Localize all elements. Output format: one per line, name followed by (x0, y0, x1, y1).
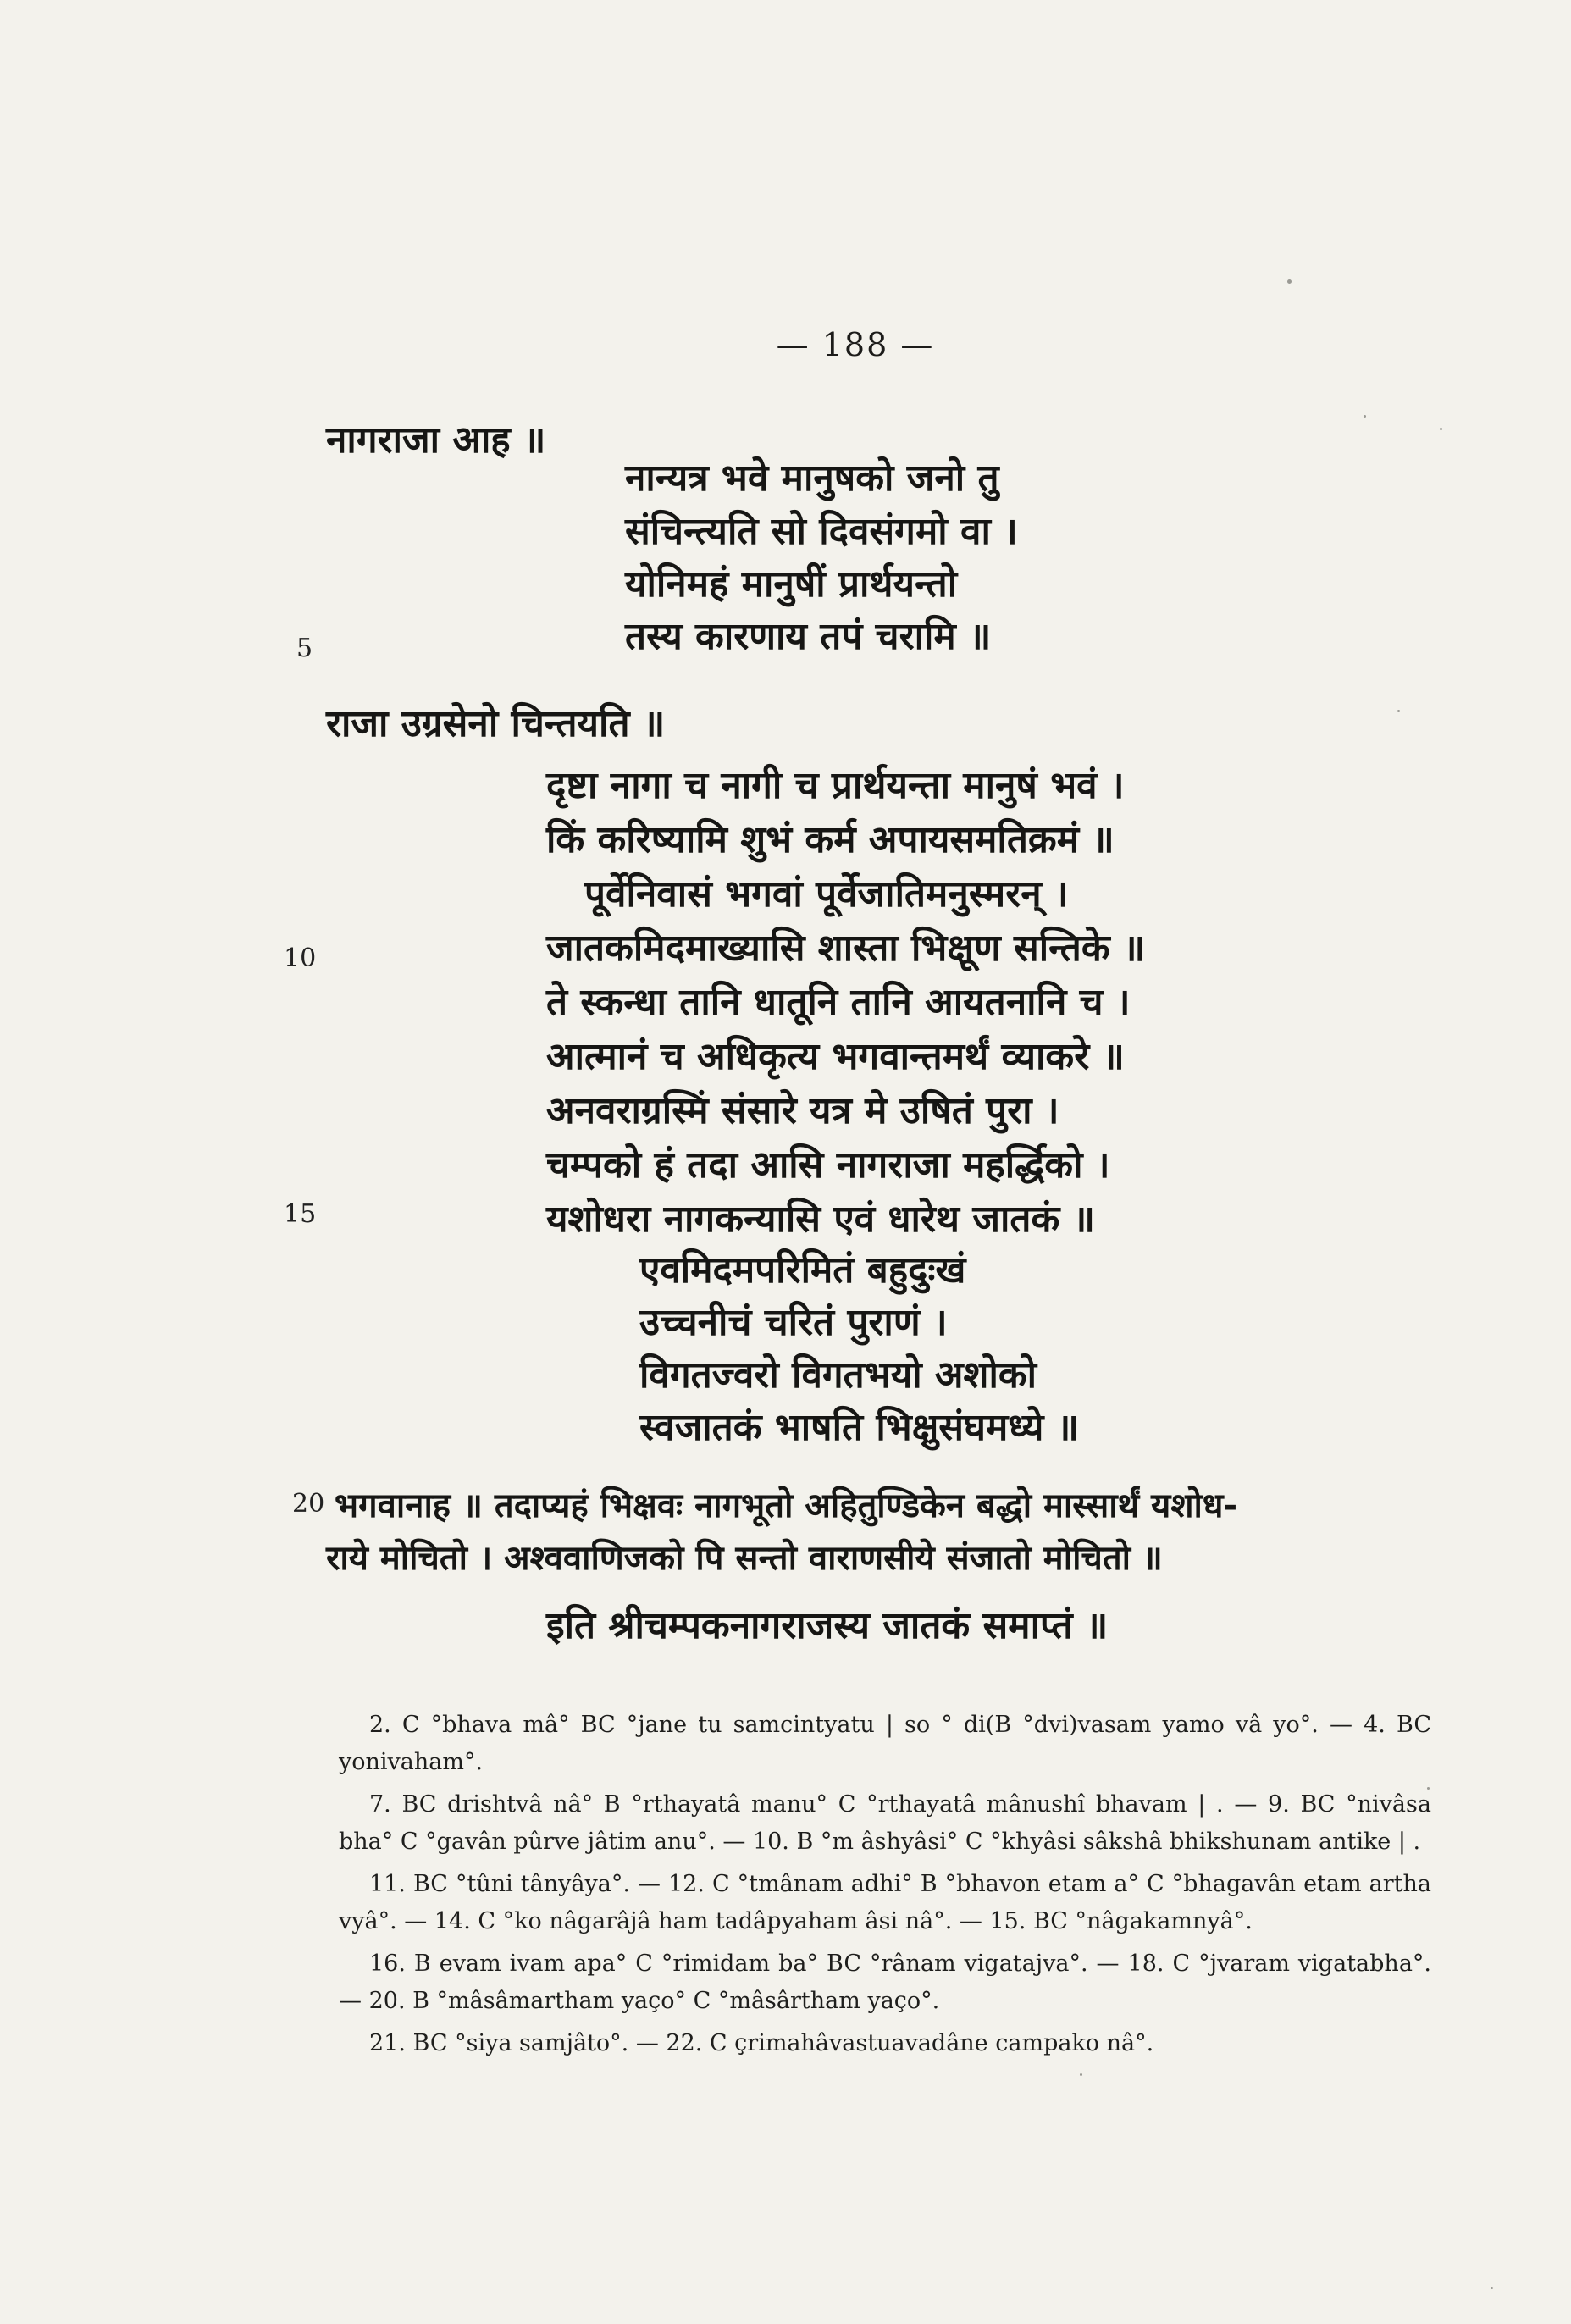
scan-speck (1440, 428, 1442, 430)
verse-line: उच्चनीचं चरितं पुराणं । (639, 1301, 948, 1344)
verse-line: योनिमहं मानुषीं प्रार्थयन्तो (625, 562, 958, 606)
footnote: 7. BC drishtvâ nâ° B °rthayatâ manu° C °rthayatâ mânushî bhavam | . — 9. BC °nivâsa bha° C °gavân pûrve jâtim anu°. — 10. B °m âshyâsi° C °khyâsi sâkshâ bhikshunam antike | . (339, 1791, 1431, 1855)
verse-line: ते स्कन्धा तानि धातूनि तानि आयतनानि च । (546, 981, 1131, 1024)
footnote: 2. C °bhava mâ° BC °jane tu samcintyatu | so ° di(B °dvi)vasam yamo vâ yo°. — 4. BC yonivaham°. (339, 1712, 1431, 1775)
verse-line: एवमिदमपरिमितं बहुदुःखं (639, 1248, 966, 1292)
line-number: 15 (284, 1199, 317, 1229)
verse-line: संचिन्त्यति सो दिवसंगमो वा । (625, 510, 1018, 553)
speaker-line: नागराजा आह ॥ (326, 418, 546, 462)
verse-line: स्वजातकं भाषति भिक्षुसंघमध्ये ॥ (639, 1406, 1080, 1449)
verse-line: तस्य कारणाय तपं चरामि ॥ (625, 615, 992, 658)
verse-line: जातकमिदमाख्यासि शास्ता भिक्षूण सन्तिके ॥ (546, 927, 1146, 970)
scan-speck (1287, 279, 1292, 284)
scan-speck (1491, 2287, 1493, 2289)
scan-speck (1427, 1787, 1430, 1790)
prose-line: भगवानाह ॥ तदाप्यहं भिक्षवः नागभूतो अहितुण्डिकेन बद्धो मास्सार्थं यशोध- (335, 1486, 1238, 1525)
colophon-line: इति श्रीचम्पकनागराजस्य जातकं समाप्तं ॥ (546, 1604, 1109, 1647)
verse-line: विगतज्वरो विगतभयो अशोको (639, 1353, 1037, 1397)
verse-line: नान्यत्र भवे मानुषको जनो तु (625, 456, 999, 500)
scan-speck (1080, 2073, 1082, 2076)
verse-line: यशोधरा नागकन्यासि एवं धारेथ जातकं ॥ (546, 1198, 1095, 1241)
line-number: 5 (296, 634, 313, 663)
verse-line: पूर्वेनिवासं भगवां पूर्वेजातिमनुस्मरन् । (584, 872, 1069, 916)
verse-line: चम्पको हं तदा आसि नागराजा महर्द्धिको । (546, 1143, 1110, 1187)
verse-line: किं करिष्यामि शुभं कर्म अपायसमतिक्रमं ॥ (546, 818, 1115, 861)
scan-speck (1364, 415, 1366, 418)
footnotes (339, 1707, 1431, 2067)
scan-speck (1397, 710, 1400, 712)
verse-line: अनवराग्रस्मिं संसारे यत्र मे उषितं पुरा । (546, 1089, 1059, 1132)
prose-line: राये मोचितो । अश्ववाणिजको पि सन्तो वाराणसीये संजातो मोचितो ॥ (326, 1539, 1163, 1578)
line-number: 10 (284, 943, 317, 973)
speaker-line: राजा उग्रसेनो चिन्तयति ॥ (326, 702, 666, 745)
footnote: 16. B evam ivam apa° C °rimidam ba° BC °rânam vigatajva°. — 18. C °jvaram vigatabha°. — 20. B °mâsâmartham yaço° C °mâsârtham yaço°. (339, 1951, 1431, 2014)
footnote: 21. BC °siya samjâto°. — 22. C çrimahâvastuavadâne campako nâ°. (369, 2030, 1154, 2056)
line-number: 20 (292, 1489, 325, 1519)
footnote: 11. BC °tûni tânyâya°. — 12. C °tmânam adhi° B °bhavon etam a° C °bhagavân etam artha vyâ°. — 14. C °ko nâgarâjâ ham tadâpyaham âsi nâ°. — 15. BC °nâgakamnyâ°. (339, 1871, 1431, 1934)
page-number: — 188 — (776, 326, 935, 363)
verse-line: दृष्टा नागा च नागी च प्रार्थयन्ता मानुषं भवं । (546, 764, 1125, 807)
verse-line: आत्मानं च अधिकृत्य भगवान्तमर्थं व्याकरे ॥ (546, 1035, 1125, 1078)
